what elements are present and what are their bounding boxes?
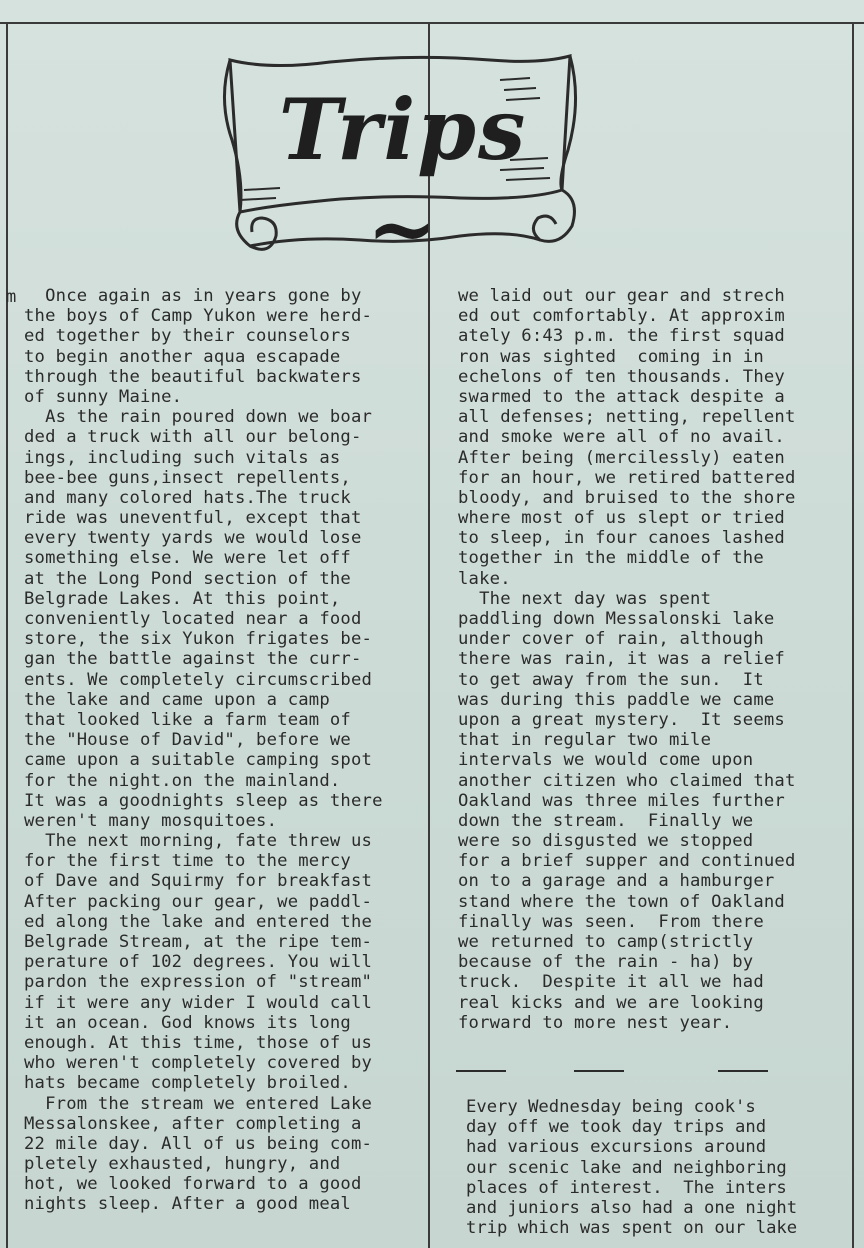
text-line: our scenic lake and neighboring xyxy=(466,1157,787,1178)
text-line: had various excursions around xyxy=(466,1137,767,1158)
text-line: for an hour, we retired battered xyxy=(458,467,796,488)
text-line: 22 mile day. All of us being com- xyxy=(24,1133,373,1154)
text-line: The next day was spent xyxy=(458,588,712,609)
text-line: perature of 102 degrees. You will xyxy=(24,952,373,973)
text-line: The next morning, fate threw us xyxy=(24,831,373,852)
text-line: truck. Despite it all we had xyxy=(458,972,764,993)
text-line: finally was seen. From there xyxy=(458,911,764,932)
text-line: swarmed to the attack despite a xyxy=(458,386,785,407)
text-line: for the night.on the mainland. xyxy=(24,770,341,791)
text-line: ents. We completely circumscribed xyxy=(24,669,373,690)
separator-dash xyxy=(456,1070,506,1072)
text-line: ately 6:43 p.m. the first squad xyxy=(458,326,785,347)
text-line: it an ocean. God knows its long xyxy=(24,1012,351,1033)
trips-second-article xyxy=(466,1097,797,1238)
text-line: ride was uneventful, except that xyxy=(24,508,362,529)
text-line: of sunny Maine. xyxy=(24,386,183,407)
text-line: all defenses; netting, repellent xyxy=(458,407,796,428)
separator-dash xyxy=(718,1070,768,1072)
text-line: intervals we would come upon xyxy=(458,750,754,771)
text-line: weren't many mosquitoes. xyxy=(24,810,278,831)
text-line: and juniors also had a one night xyxy=(466,1197,798,1218)
text-line: through the beautiful backwaters xyxy=(24,366,362,387)
text-line: down the stream. Finally we xyxy=(458,810,754,831)
text-line: we returned to camp(strictly xyxy=(458,932,754,952)
text-line: because of the rain - ha) by xyxy=(458,952,754,973)
text-line: hats became completely broiled. xyxy=(24,1073,351,1094)
text-line: upon a great mystery. It seems xyxy=(458,709,785,730)
right-column-text xyxy=(458,286,852,1033)
text-line: of Dave and Squirmy for breakfast xyxy=(24,871,373,892)
text-line: day off we took day trips and xyxy=(466,1117,767,1138)
margin-mark: m xyxy=(6,287,17,307)
text-line: nights sleep. After a good meal xyxy=(24,1194,351,1215)
right-rule xyxy=(852,22,854,1248)
text-line: the lake and came upon a camp xyxy=(24,689,330,710)
text-line: store, the six Yukon frigates be- xyxy=(24,629,373,650)
text-line: ed along the lake and entered the xyxy=(24,911,373,932)
text-line: Every Wednesday being cook's xyxy=(466,1097,756,1117)
text-line: pardon the expression of "stream" xyxy=(24,972,373,993)
text-line: the "House of David", before we xyxy=(24,730,351,751)
text-line: another citizen who claimed that xyxy=(458,770,796,791)
text-line: came upon a suitable camping spot xyxy=(24,750,373,771)
text-line: After packing our gear, we paddl- xyxy=(24,891,373,912)
text-line: under cover of rain, although xyxy=(458,629,764,650)
text-line: the boys of Camp Yukon were herd- xyxy=(24,306,373,327)
text-line: Belgrade Lakes. At this point, xyxy=(24,588,341,609)
text-line: on to a garage and a hamburger xyxy=(458,871,775,892)
text-line: It was a goodnights sleep as there xyxy=(24,790,383,811)
left-column-text xyxy=(24,286,428,1215)
text-line: there was rain, it was a relief xyxy=(458,649,785,670)
text-line: where most of us slept or tried xyxy=(458,508,785,529)
text-line: to get away from the sun. It xyxy=(458,669,764,690)
text-line: ed out comfortably. At approxim xyxy=(458,306,785,327)
text-line: trip which was spent on our lake xyxy=(466,1218,798,1239)
text-line: ings, including such vitals as xyxy=(24,447,341,468)
text-line: at the Long Pond section of the xyxy=(24,568,351,589)
text-line: After being (mercilessly) eaten xyxy=(458,447,785,468)
text-line: stand where the town of Oakland xyxy=(458,891,785,912)
top-rule xyxy=(0,22,864,24)
text-line: ed together by their counselors xyxy=(24,326,351,347)
text-line: bee-bee guns,insect repellents, xyxy=(24,467,351,488)
text-line: echelons of ten thousands. They xyxy=(458,366,785,387)
text-line: conveniently located near a food xyxy=(24,609,362,629)
text-line: something else. We were let off xyxy=(24,548,351,569)
text-line: and smoke were all of no avail. xyxy=(458,427,785,448)
text-line: for a brief supper and continued xyxy=(458,851,796,872)
text-line: that looked like a farm team of xyxy=(24,709,351,730)
text-line: pletely exhausted, hungry, and xyxy=(24,1154,341,1175)
text-line: that in regular two mile xyxy=(458,730,712,751)
text-line: As the rain poured down we boar xyxy=(24,407,373,428)
scroll-banner xyxy=(210,40,590,278)
text-line: who weren't completely covered by xyxy=(24,1053,373,1074)
text-line: and many colored hats.The truck xyxy=(24,487,351,508)
section-separator xyxy=(456,1070,836,1074)
text-line: real kicks and we are looking xyxy=(458,992,764,1013)
text-line: were so disgusted we stopped xyxy=(458,831,754,852)
text-line: Once again as in years gone by xyxy=(24,286,362,306)
text-line: ron was sighted coming in in xyxy=(458,346,764,367)
text-line: bloody, and bruised to the shore xyxy=(458,487,796,508)
left-rule xyxy=(6,22,8,1248)
text-line: to begin another aqua escapade xyxy=(24,346,341,367)
text-line: every twenty yards we would lose xyxy=(24,528,362,549)
text-line: Belgrade Stream, at the ripe tem- xyxy=(24,932,373,952)
text-line: if it were any wider I would call xyxy=(24,992,373,1013)
text-line: Messalonskee, after completing a xyxy=(24,1113,362,1134)
text-line: enough. At this time, those of us xyxy=(24,1032,373,1053)
text-line: places of interest. The inters xyxy=(466,1177,787,1198)
text-line: to sleep, in four canoes lashed xyxy=(458,528,785,549)
text-line: together in the middle of the xyxy=(458,548,764,569)
text-line: hot, we looked forward to a good xyxy=(24,1174,362,1195)
separator-dash xyxy=(574,1070,624,1072)
text-line: forward to more nest year. xyxy=(458,1012,733,1033)
text-line: ded a truck with all our belong- xyxy=(24,427,362,448)
page-title: Trips ~ xyxy=(278,80,528,278)
text-line: for the first time to the mercy xyxy=(24,851,351,872)
text-line: Oakland was three miles further xyxy=(458,790,785,811)
text-line: gan the battle against the curr- xyxy=(24,649,362,670)
text-line: lake. xyxy=(458,568,511,589)
text-line: we laid out our gear and strech xyxy=(458,286,785,306)
text-line: was during this paddle we came xyxy=(458,689,775,710)
text-line: From the stream we entered Lake xyxy=(24,1093,373,1114)
text-line: paddling down Messalonski lake xyxy=(458,609,775,629)
